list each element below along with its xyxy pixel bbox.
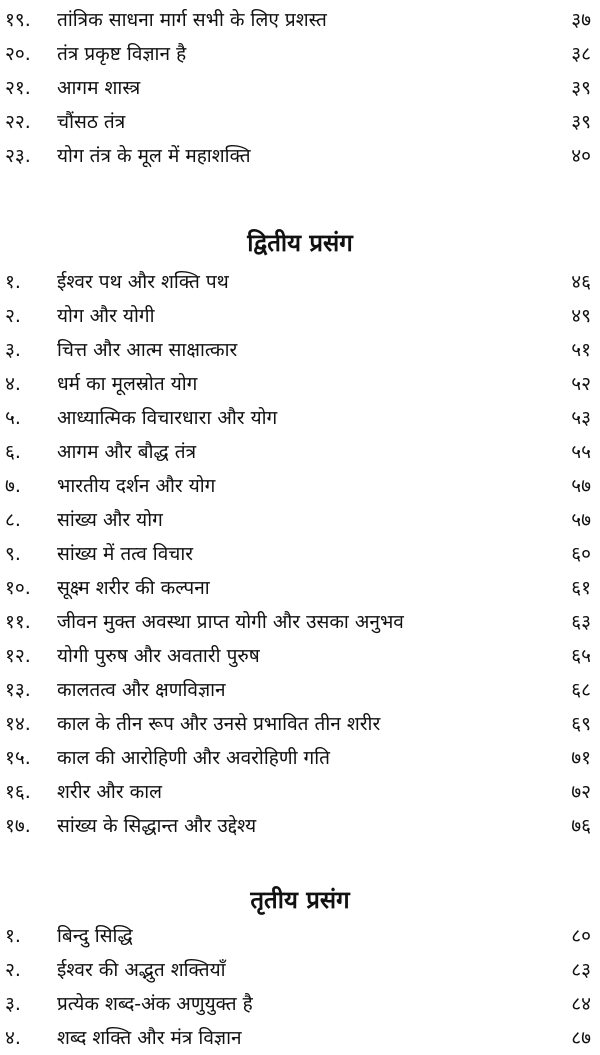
entry-title: योग तंत्र के मूल में महाशक्ति — [57, 145, 251, 167]
entry-page: ६१ — [571, 577, 591, 599]
entry-number: २०. — [5, 43, 31, 65]
toc-entry — [0, 435, 600, 469]
entry-number: २. — [5, 305, 21, 327]
toc-entry — [0, 571, 600, 605]
toc-entry — [0, 987, 600, 1021]
entry-title: बिन्दु सिद्धि — [57, 925, 133, 947]
entry-title: प्रत्येक शब्द-अंक अणुयुक्त है — [57, 993, 253, 1015]
entry-title: आध्यात्मिक विचारधारा और योग — [57, 407, 278, 429]
entry-page: ८४ — [571, 993, 591, 1015]
entry-number: ३. — [5, 993, 21, 1015]
entry-number: २. — [5, 959, 21, 981]
entry-page: ५२ — [571, 373, 591, 395]
entry-page: ४९ — [571, 305, 591, 327]
entry-title: भारतीय दर्शन और योग — [57, 475, 216, 497]
toc-entry — [0, 37, 600, 71]
entry-number: १. — [5, 271, 21, 293]
entry-title: आगम शास्त्र — [57, 77, 141, 99]
entry-number: १२. — [5, 645, 31, 667]
entry-page: ७२ — [571, 781, 591, 803]
toc-entry — [0, 741, 600, 775]
entry-page: ८० — [571, 925, 591, 947]
toc-entry — [0, 1021, 600, 1055]
entry-page: ६९ — [571, 713, 591, 735]
toc-entry — [0, 469, 600, 503]
toc-entry — [0, 299, 600, 333]
toc-entry — [0, 953, 600, 987]
entry-number: ९. — [5, 543, 21, 565]
toc-entry — [0, 367, 600, 401]
entry-number: १६. — [5, 781, 31, 803]
entry-number: ११. — [5, 611, 31, 633]
entry-title: चित्त और आत्म साक्षात्कार — [57, 339, 238, 361]
entry-title: सांख्य और योग — [57, 509, 163, 531]
entry-title: चौंसठ तंत्र — [57, 111, 126, 133]
toc-entry — [0, 105, 600, 139]
entry-page: ८७ — [571, 1027, 591, 1049]
toc-entry — [0, 401, 600, 435]
entry-title: सूक्ष्म शरीर की कल्पना — [57, 577, 210, 599]
entry-page: ३९ — [571, 111, 591, 133]
entry-title: काल के तीन रूप और उनसे प्रभावित तीन शरीर — [57, 713, 381, 735]
entry-page: ५७ — [571, 475, 591, 497]
entry-title: शब्द शक्ति और मंत्र विज्ञान — [57, 1027, 242, 1049]
entry-page: ६३ — [571, 611, 591, 633]
entry-number: ३. — [5, 339, 21, 361]
entry-number: १०. — [5, 577, 31, 599]
toc-entry — [0, 503, 600, 537]
entry-number: १९. — [5, 9, 31, 31]
entry-title: ईश्वर पथ और शक्ति पथ — [57, 271, 229, 293]
entry-page: ७१ — [571, 747, 591, 769]
section-heading: द्वितीय प्रसंग — [247, 229, 353, 257]
entry-number: ५. — [5, 407, 21, 429]
entry-number: १. — [5, 925, 21, 947]
entry-title: ईश्वर की अद्भुत शक्तियाँ — [57, 959, 226, 981]
entry-number: २३. — [5, 145, 31, 167]
entry-number: १४. — [5, 713, 31, 735]
toc-entry — [0, 809, 600, 843]
entry-number: ८. — [5, 509, 21, 531]
toc-entry — [0, 333, 600, 367]
entry-number: १७. — [5, 815, 31, 837]
entry-title: जीवन मुक्त अवस्था प्राप्त योगी और उसका अनुभव — [57, 611, 404, 633]
entry-title: तंत्र प्रकृष्ट विज्ञान है — [57, 43, 187, 65]
entry-page: ३८ — [571, 43, 591, 65]
entry-page: ७६ — [571, 815, 591, 837]
toc-entry — [0, 639, 600, 673]
entry-page: ८३ — [571, 959, 591, 981]
entry-number: २२. — [5, 111, 31, 133]
toc-entry — [0, 537, 600, 571]
entry-number: ४. — [5, 1027, 21, 1049]
entry-page: ६५ — [571, 645, 591, 667]
entry-title: सांख्य में तत्व विचार — [57, 543, 194, 565]
entry-title: सांख्य के सिद्धान्त और उद्देश्य — [57, 815, 257, 837]
entry-title: कालतत्व और क्षणविज्ञान — [57, 679, 226, 701]
entry-page: ६० — [571, 543, 591, 565]
toc-entry — [0, 919, 600, 953]
entry-page: ४० — [571, 145, 591, 167]
toc-entry — [0, 605, 600, 639]
toc-entry — [0, 775, 600, 809]
entry-title: योग और योगी — [57, 305, 155, 327]
entry-page: ४६ — [571, 271, 591, 293]
section-heading: तृतीय प्रसंग — [250, 886, 350, 914]
entry-number: ४. — [5, 373, 21, 395]
entry-number: ७. — [5, 475, 21, 497]
entry-page: ५३ — [571, 407, 591, 429]
toc-entry — [0, 3, 600, 37]
toc-entry — [0, 673, 600, 707]
entry-title: शरीर और काल — [57, 781, 163, 803]
entry-page: ३९ — [571, 77, 591, 99]
toc-entry — [0, 139, 600, 173]
entry-page: ५७ — [571, 509, 591, 531]
entry-page: ५५ — [571, 441, 591, 463]
entry-title: काल की आरोहिणी और अवरोहिणी गति — [57, 747, 330, 769]
entry-title: तांत्रिक साधना मार्ग सभी के लिए प्रशस्त — [57, 9, 327, 31]
entry-title: धर्म का मूलस्रोत योग — [57, 373, 198, 395]
entry-title: योगी पुरुष और अवतारी पुरुष — [57, 645, 260, 667]
toc-entry — [0, 707, 600, 741]
toc-entry — [0, 71, 600, 105]
entry-number: ६. — [5, 441, 21, 463]
entry-page: ३७ — [571, 9, 591, 31]
entry-number: २१. — [5, 77, 31, 99]
toc-entry — [0, 265, 600, 299]
entry-number: १३. — [5, 679, 31, 701]
entry-page: ५१ — [571, 339, 591, 361]
entry-number: १५. — [5, 747, 31, 769]
entry-page: ६८ — [571, 679, 591, 701]
entry-title: आगम और बौद्ध तंत्र — [57, 441, 197, 463]
